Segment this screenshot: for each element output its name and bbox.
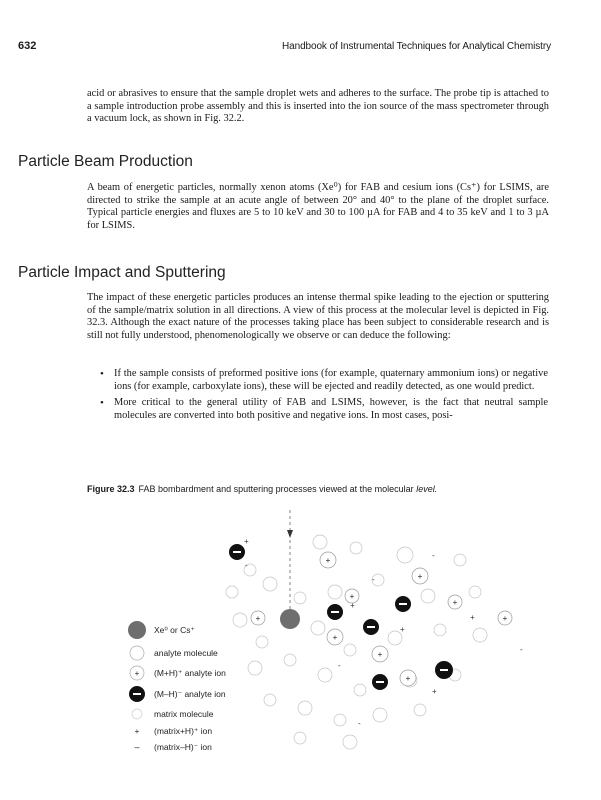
svg-text:+: +	[400, 625, 405, 634]
svg-text:+: +	[350, 601, 355, 610]
svg-text:-: -	[338, 661, 341, 670]
matrix-molecules	[226, 535, 487, 749]
svg-text:-: -	[245, 561, 248, 570]
figure-caption	[87, 484, 437, 494]
legend-label: Xe⁰ or Cs⁺	[154, 625, 195, 635]
svg-text:+: +	[432, 687, 437, 696]
figure-caption-italic: level.	[416, 484, 438, 494]
svg-text:+: +	[452, 598, 458, 607]
bullet-text: More critical to the general utility of FAB and LSIMS, however, is the fact that neutral sample molecules are converted into both positive and negative ions. In most cases, posi-	[114, 397, 548, 421]
legend-label: matrix molecule	[154, 709, 214, 719]
bullet-icon: •	[100, 397, 104, 410]
legend-label: analyte molecule	[154, 648, 218, 658]
svg-text:+: +	[502, 614, 508, 623]
legend-label: (matrix–H)⁻ ion	[154, 742, 212, 752]
bullet-text: If the sample consists of preformed positive ions (for example, quaternary ammonium ions) or negative ions (for example, carboxylate ions), these will be ejected and readily detected, as one would predict.	[114, 368, 548, 392]
charge-marks	[244, 537, 523, 728]
bullet-list	[100, 368, 548, 426]
legend-particle-icon	[128, 621, 146, 639]
svg-text:+: +	[470, 613, 475, 622]
figure-caption-text: FAB bombardment and sputtering processes viewed at the molecular	[138, 484, 414, 494]
section-paragraph-particle-impact: The impact of these energetic particles produces an intense thermal spike leading to the ejection or sputtering of the sample/matrix solution in all directions. A view of this process at the molecular level is depicted in Fig. 32.3. Although the exact nature of the processes taking place has been subject to considerable research and is still not fully understood, phenomenologically we observe or can deduce the following:	[87, 292, 549, 341]
legend-matrix-negative-icon: –	[134, 742, 140, 752]
figure-32-3-illustration	[0, 500, 601, 770]
legend-label: (M+H)⁺ analyte ion	[154, 668, 226, 678]
svg-text:+: +	[332, 633, 338, 642]
section-heading-particle-beam: Particle Beam Production	[18, 153, 193, 170]
list-item	[100, 368, 548, 393]
legend-matrix-positive-icon: +	[134, 727, 140, 736]
svg-text:+: +	[255, 614, 261, 623]
svg-text:+: +	[244, 537, 249, 546]
running-title: Handbook of Instrumental Techniques for Analytical Chemistry	[282, 41, 551, 52]
svg-text:+: +	[405, 674, 411, 683]
svg-text:+: +	[349, 592, 355, 601]
legend-label: (matrix+H)⁺ ion	[154, 726, 213, 736]
svg-text:-: -	[372, 575, 375, 584]
svg-text:+: +	[325, 556, 331, 565]
svg-text:+: +	[417, 572, 423, 581]
svg-text:+: +	[377, 650, 383, 659]
intro-paragraph: acid or abrasives to ensure that the sample droplet wets and adheres to the surface. The probe tip is attached to a sample introduction probe assembly and this is inserted into the ion source of the mass spectrometer through a vacuum lock, as shown in Fig. 32.2.	[87, 88, 549, 125]
list-item	[100, 397, 548, 422]
section-paragraph-particle-beam: A beam of energetic particles, normally xenon atoms (Xe⁰) for FAB and cesium ions (Cs⁺) for LSIMS, are directed to strike the sample at an acute angle of between 20° and 40° to the plane of the droplet surface. Typical particle energies and fluxes are 5 to 10 keV and 30 to 100 µA for FAB and 4 to 35 keV and 1 to 3 µA for LSIMS.	[87, 182, 549, 231]
svg-text:-: -	[432, 551, 435, 560]
bullet-icon: •	[100, 368, 104, 380]
svg-text:-: -	[358, 719, 361, 728]
section-heading-particle-impact: Particle Impact and Sputtering	[18, 264, 226, 281]
legend-analyte-icon	[130, 646, 144, 660]
svg-text:+: +	[134, 669, 140, 678]
svg-text:-: -	[520, 645, 523, 654]
impacting-particle	[280, 609, 300, 629]
legend-matrix-icon	[132, 709, 142, 719]
figure-legend	[128, 621, 226, 752]
page-number: 632	[18, 40, 37, 52]
beam-arrow-icon	[287, 530, 293, 538]
figure-label: Figure 32.3	[87, 484, 135, 494]
legend-label: (M–H)⁻ analyte ion	[154, 689, 226, 699]
